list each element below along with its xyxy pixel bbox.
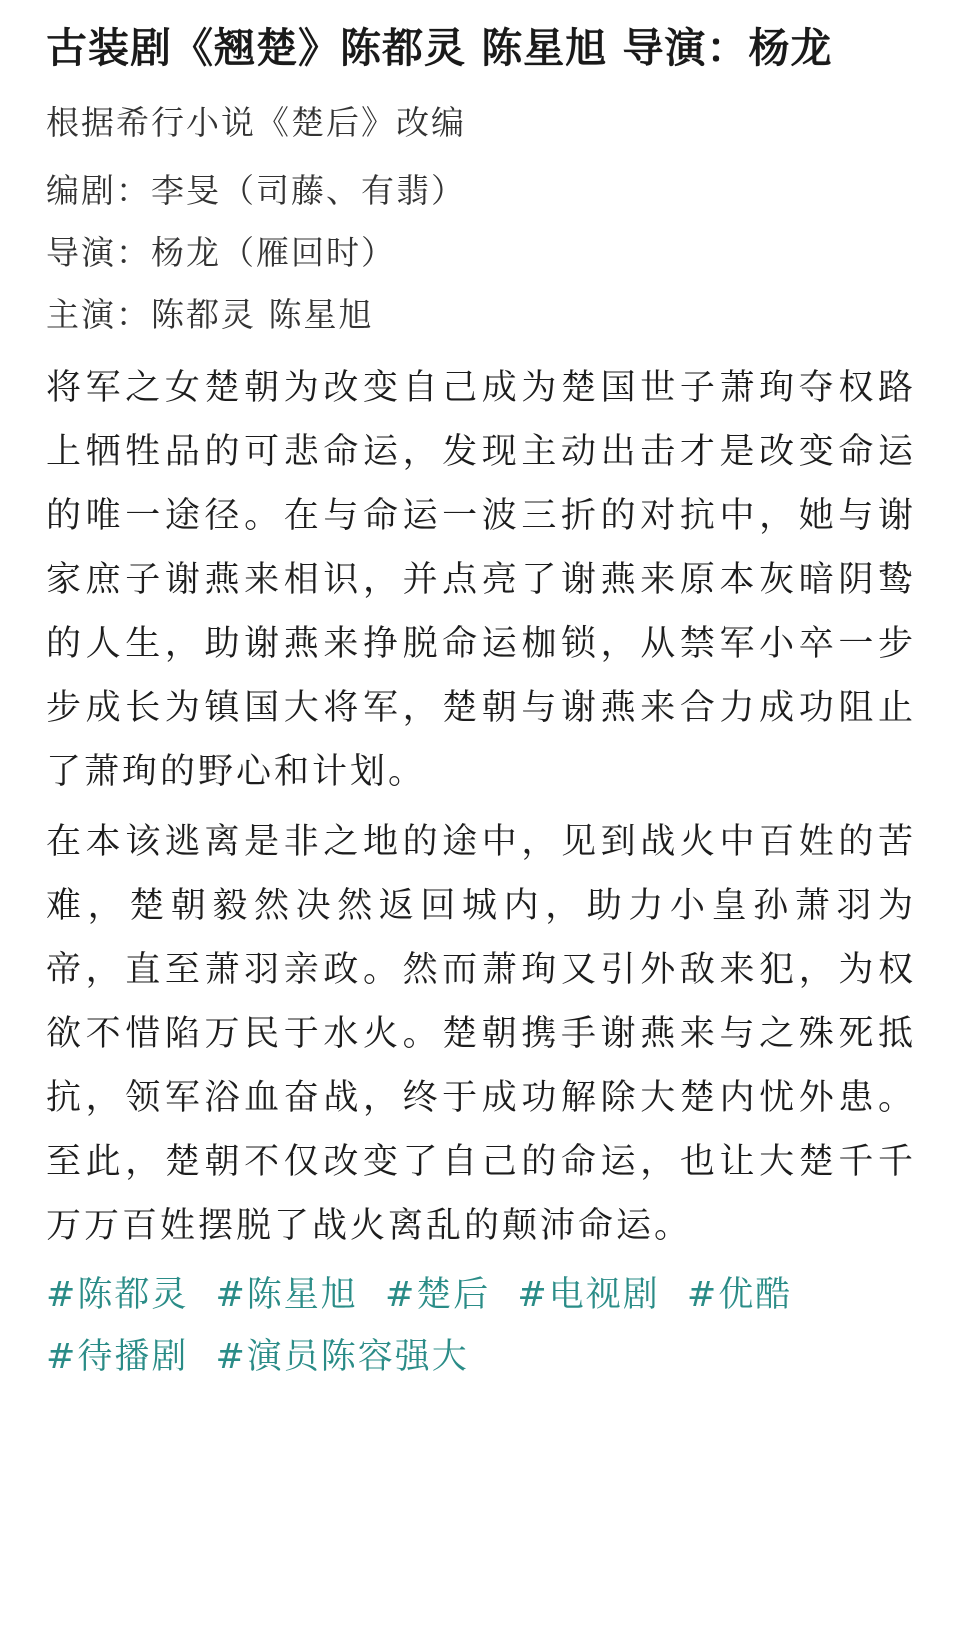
summary-paragraph-1: 将军之女楚朝为改变自己成为楚国世子萧珣夺权路上牺牲品的可悲命运，发现主动出击才是改变命运的唯一途径。在与命运一波三折的对抗中，她与谢家庶子谢燕来相识，并点亮了谢燕来原本灰暗阴鸷的人生，助谢燕来挣脱命运枷锁，从禁军小卒一步步成长为镇国大将军，楚朝与谢燕来合力成功阻止了萧珣的野心和计划。 [46,368,916,792]
post-title: 古装剧《翘楚》陈都灵 陈星旭 导演：杨龙 [46,24,833,72]
hashtag-link[interactable]: #楚后 [384,1275,491,1315]
hashtag-link[interactable]: #陈星旭 [215,1275,358,1315]
cast-line: 主演：陈都灵 陈星旭 [46,295,374,334]
hashtag-link[interactable]: #演员陈容强大 [215,1337,469,1377]
director-line: 导演：杨龙（雁回时） [46,233,396,272]
summary-paragraph-2: 在本该逃离是非之地的途中，见到战火中百姓的苦难，楚朝毅然决然返回城内，助力小皇孙萧羽为帝，直至萧羽亲政。然而萧珣又引外敌来犯，为权欲不惜陷万民于水火。楚朝携手谢燕来与之殊死抵抗，领军浴血奋战，终于成功解除大楚内忧外患。至此，楚朝不仅改变了自己的命运，也让大楚千千万万百姓摆脱了战火离乱的颠沛命运。 [46,822,916,1246]
hashtag-list [46,1264,916,1388]
hashtag-link[interactable]: #优酷 [686,1275,793,1315]
hashtag-link[interactable]: #待播剧 [46,1337,189,1377]
writer-line: 编剧：李旻（司藤、有翡） [46,171,466,210]
hashtag-link[interactable]: #陈都灵 [46,1275,189,1315]
hashtag-link[interactable]: #电视剧 [517,1275,660,1315]
source-line: 根据希行小说《楚后》改编 [46,103,466,142]
